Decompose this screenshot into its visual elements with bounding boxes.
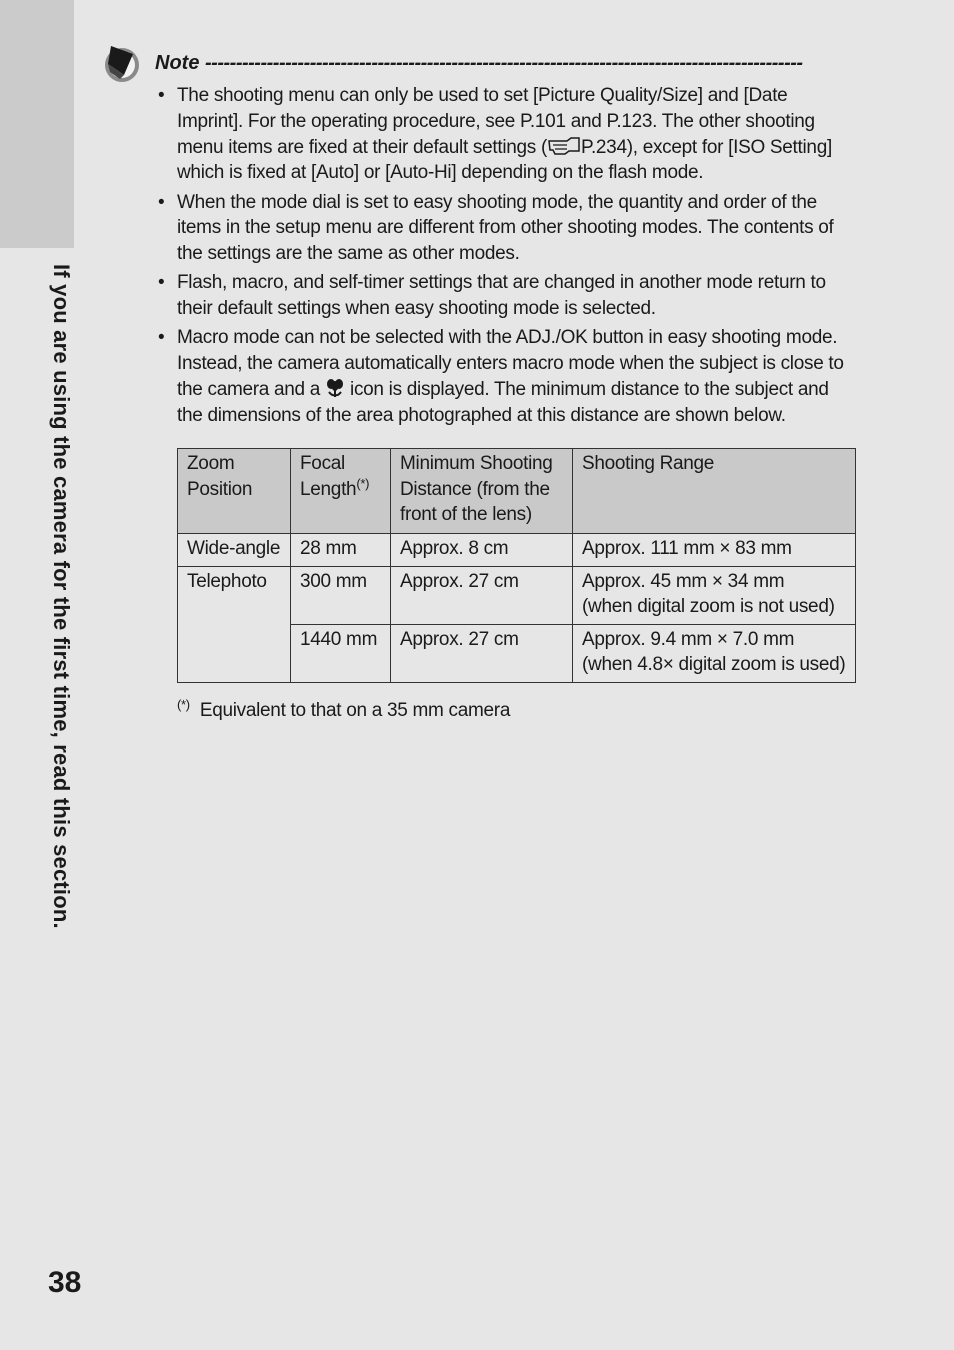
cell-range: Approx. 9.4 mm × 7.0 mm (when 4.8× digital zoom is used) (573, 624, 856, 682)
cell-min-distance: Approx. 27 cm (391, 624, 573, 682)
note-header (102, 42, 854, 84)
note-rule: ------------------------------------------------------------------------------------------------- (205, 52, 803, 74)
cell-min-distance: Approx. 27 cm (391, 566, 573, 624)
footnote-text: Equivalent to that on a 35 mm camera (199, 700, 511, 721)
header-minimum-distance: Minimum Shooting Distance (from the front of the lens) (391, 449, 573, 534)
note-bullet-2: • When the mode dial is set to easy shooting mode, the quantity and order of the items in the setup menu are different from other shooting modes. The contents of the settings are the same as other modes. (158, 190, 858, 267)
note-bullet-4: • Macro mode can not be selected with the ADJ./OK button in easy shooting mode. Instead, the camera automatically enters macro mode when the subject is close to the camera and a icon is displayed. The minimum distance to the subject and the dimensions of the area photographed at this distance are shown below. (158, 325, 858, 428)
footnote (177, 697, 511, 722)
footnote-mark: (*) (177, 697, 190, 712)
cell-range: Approx. 45 mm × 34 mm (when digital zoom is not used) (573, 566, 856, 624)
header-shooting-range: Shooting Range (573, 449, 856, 534)
cell-focal: 28 mm (291, 534, 391, 567)
cell-min-distance: Approx. 8 cm (391, 534, 573, 567)
pointing-hand-icon (547, 136, 581, 156)
note-title: Note (155, 52, 200, 74)
note-bullet-1: • The shooting menu can only be used to set [Picture Quality/Size] and [Date Imprint]. For the operating procedure, see P.101 and P.123. The other shooting menu items are fixed at their default settings ( P.234), except for [ISO Setting] which is fixed at [Auto] or [Auto-Hi] depending on the flash mode. (158, 83, 858, 186)
page-number: 38 (48, 1266, 82, 1299)
table-row (178, 566, 856, 624)
header-zoom-position: Zoom Position (178, 449, 291, 534)
note-bullet-3: • Flash, macro, and self-timer settings that are changed in another mode return to their default settings when easy shooting mode is selected. (158, 270, 858, 322)
cell-focal: 1440 mm (291, 624, 391, 682)
note-bullets (158, 83, 858, 432)
table-header-row (178, 449, 856, 534)
macro-flower-icon (325, 378, 345, 398)
table-row (178, 534, 856, 567)
cell-focal: 300 mm (291, 566, 391, 624)
header-focal-length: Focal Length(*) (291, 449, 391, 534)
chapter-tab (0, 0, 74, 248)
macro-range-table (177, 448, 856, 683)
cell-zoom: Telephoto (178, 566, 291, 682)
chapter-title: If you are using the camera for the first time, read this section. (49, 264, 74, 929)
note-pencil-icon (102, 42, 142, 84)
cell-range: Approx. 111 mm × 83 mm (573, 534, 856, 567)
cell-zoom: Wide-angle (178, 534, 291, 567)
